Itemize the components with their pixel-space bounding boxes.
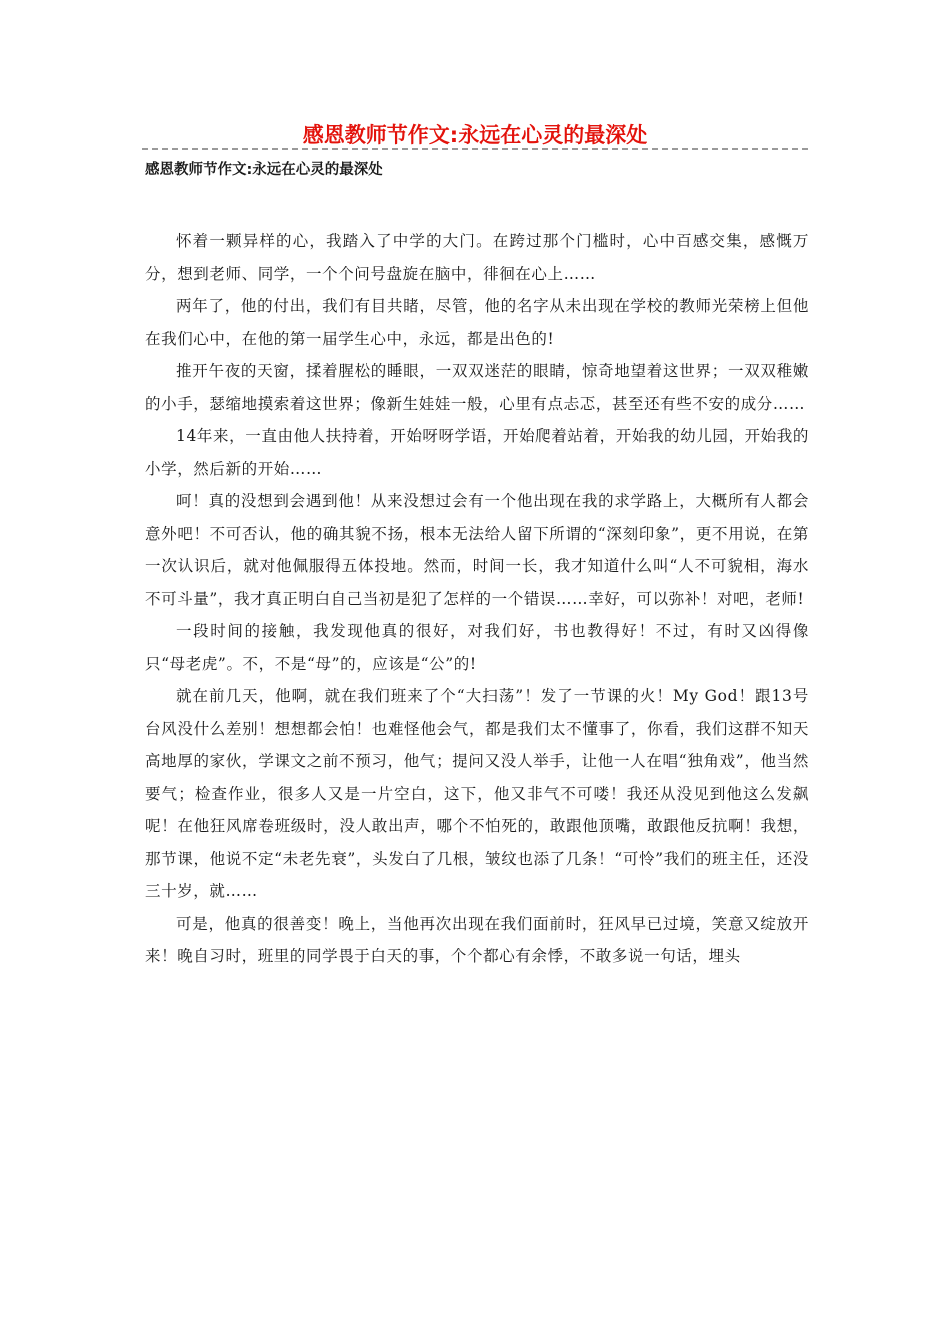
document-subtitle: 感恩教师节作文:永远在心灵的最深处 [145, 162, 383, 178]
paragraph: 呵！真的没想到会遇到他！从来没想过会有一个他出现在我的求学路上，大概所有人都会意外吧！不可否认，他的确其貌不扬，根本无法给人留下所谓的“深刻印象”，更不用说，在第一次认识后，就对他佩服得五体投地。然而，时间一长，我才知道什么叫“人不可貌相，海水不可斗量”，我才真正明白自己当初是犯了怎样的一个错误……幸好，可以弥补！对吧，老师! [145, 492, 809, 608]
paragraph: 就在前几天，他啊，就在我们班来了个“大扫荡”！发了一节课的火！My God！跟13号台风没什么差别！想想都会怕！也难怪他会气，都是我们太不懂事了，你看，我们这群不知天高地厚的家伙，学课文之前不预习，他气；提问又没人举手，让他一人在唱“独角戏”，他当然要气；检查作业，很多人又是一片空白，这下，他又非气不可喽！我还从没见到他这么发飙呢！在他狂风席卷班级时，没人敢出声，哪个不怕死的，敢跟他顶嘴，敢跟他反抗啊！我想，那节课，他说不定“未老先衰”，头发白了几根，皱纹也添了几条！“可怜”我们的班主任，还没三十岁，就…… [145, 687, 809, 900]
paragraph: 一段时间的接触，我发现他真的很好，对我们好，书也教得好！不过，有时又凶得像只“母老虎”。不，不是“母”的，应该是“公”的! [145, 622, 809, 673]
paragraph: 可是，他真的很善变！晚上，当他再次出现在我们面前时，狂风早已过境，笑意又绽放开来！晚自习时，班里的同学畏于白天的事，个个都心有余悸，不敢多说一句话，埋头 [145, 914, 809, 965]
document-title-container [142, 120, 808, 150]
document-title: 感恩教师节作文:永远在心灵的最深处 [299, 123, 651, 147]
document-body [145, 225, 809, 973]
title-row [142, 120, 808, 154]
paragraph: 推开午夜的天窗，揉着腥松的睡眼，一双双迷茫的眼睛，惊奇地望着这世界；一双双稚嫩的小手，瑟缩地摸索着这世界；像新生娃娃一般，心里有点忐忑，甚至还有些不安的成分…… [145, 362, 809, 413]
paragraph: 怀着一颗异样的心，我踏入了中学的大门。在跨过那个门槛时，心中百感交集，感慨万分，想到老师、同学，一个个问号盘旋在脑中，徘徊在心上…… [145, 232, 809, 283]
paragraph: 两年了，他的付出，我们有目共睹，尽管，他的名字从未出现在学校的教师光荣榜上但他在我们心中，在他的第一届学生心中，永远，都是出色的! [145, 297, 809, 348]
paragraph: 14年来，一直由他人扶持着，开始呀呀学语，开始爬着站着，开始我的幼儿园，开始我的小学，然后新的开始…… [145, 427, 809, 478]
